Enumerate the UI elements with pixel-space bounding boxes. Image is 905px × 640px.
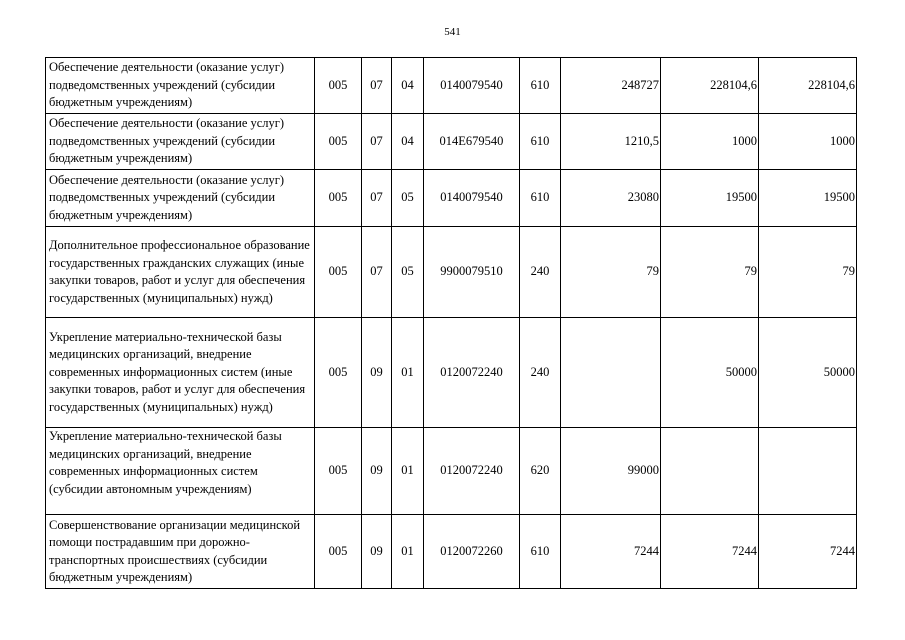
target-article-cell: 0120072240 — [424, 318, 520, 428]
expense-type-cell: 240 — [520, 318, 561, 428]
section-code-cell: 09 — [362, 428, 392, 515]
page-number: 541 — [444, 26, 461, 38]
subsection-code-cell: 05 — [392, 227, 424, 318]
ministry-code-cell: 005 — [315, 114, 362, 170]
subsection-code-cell: 01 — [392, 428, 424, 515]
expense-type-cell: 610 — [520, 170, 561, 227]
table-row — [46, 227, 857, 318]
table-row — [46, 114, 857, 170]
section-code-cell: 07 — [362, 170, 392, 227]
ministry-code-cell: 005 — [315, 170, 362, 227]
subsection-code-cell: 04 — [392, 114, 424, 170]
amount-2-cell: 7244 — [661, 515, 759, 589]
budget-table — [45, 57, 857, 589]
description-cell: Обеспечение деятельности (оказание услуг) подведомственных учреждений (субсидии бюджетным учреждениям) — [46, 170, 315, 227]
target-article-cell: 9900079510 — [424, 227, 520, 318]
amount-1-cell: 7244 — [561, 515, 661, 589]
expense-type-cell: 610 — [520, 114, 561, 170]
amount-3-cell: 228104,6 — [759, 58, 857, 114]
amount-2-cell: 19500 — [661, 170, 759, 227]
expense-type-cell: 610 — [520, 515, 561, 589]
target-article-cell: 0120072260 — [424, 515, 520, 589]
amount-1-cell: 1210,5 — [561, 114, 661, 170]
description-cell: Дополнительное профессиональное образование государственных гражданских служащих (иные закупки товаров, работ и услуг для обеспечения государственных (муниципальных) нужд) — [46, 227, 315, 318]
description-cell: Обеспечение деятельности (оказание услуг) подведомственных учреждений (субсидии бюджетным учреждениям) — [46, 58, 315, 114]
target-article-cell: 0140079540 — [424, 58, 520, 114]
section-code-cell: 09 — [362, 318, 392, 428]
description-cell: Совершенствование организации медицинской помощи пострадавшим при дорожно-транспортных происшествиях (субсидии бюджетным учреждениям) — [46, 515, 315, 589]
amount-3-cell: 1000 — [759, 114, 857, 170]
section-code-cell: 07 — [362, 227, 392, 318]
subsection-code-cell: 05 — [392, 170, 424, 227]
section-code-cell: 07 — [362, 58, 392, 114]
amount-2-cell: 228104,6 — [661, 58, 759, 114]
expense-type-cell: 610 — [520, 58, 561, 114]
subsection-code-cell: 01 — [392, 318, 424, 428]
target-article-cell: 014E679540 — [424, 114, 520, 170]
amount-3-cell: 50000 — [759, 318, 857, 428]
amount-1-cell — [561, 318, 661, 428]
expense-type-cell: 240 — [520, 227, 561, 318]
amount-3-cell: 79 — [759, 227, 857, 318]
amount-2-cell: 79 — [661, 227, 759, 318]
description-cell: Укрепление материально-технической базы медицинских организаций, внедрение современных информационных систем (субсидии автономным учреждениям) — [46, 428, 315, 515]
expense-type-cell: 620 — [520, 428, 561, 515]
target-article-cell: 0120072240 — [424, 428, 520, 515]
amount-2-cell — [661, 428, 759, 515]
amount-1-cell: 99000 — [561, 428, 661, 515]
amount-2-cell: 1000 — [661, 114, 759, 170]
amount-3-cell: 7244 — [759, 515, 857, 589]
subsection-code-cell: 01 — [392, 515, 424, 589]
table-row — [46, 318, 857, 428]
table-row — [46, 170, 857, 227]
subsection-code-cell: 04 — [392, 58, 424, 114]
table-row — [46, 58, 857, 114]
amount-1-cell: 23080 — [561, 170, 661, 227]
description-cell: Укрепление материально-технической базы медицинских организаций, внедрение современных информационных систем (иные закупки товаров, работ и услуг для обеспечения государственных (муниципальных) нужд) — [46, 318, 315, 428]
amount-3-cell: 19500 — [759, 170, 857, 227]
table-row — [46, 428, 857, 515]
ministry-code-cell: 005 — [315, 428, 362, 515]
ministry-code-cell: 005 — [315, 227, 362, 318]
amount-2-cell: 50000 — [661, 318, 759, 428]
section-code-cell: 07 — [362, 114, 392, 170]
ministry-code-cell: 005 — [315, 58, 362, 114]
target-article-cell: 0140079540 — [424, 170, 520, 227]
description-cell: Обеспечение деятельности (оказание услуг) подведомственных учреждений (субсидии бюджетным учреждениям) — [46, 114, 315, 170]
amount-1-cell: 79 — [561, 227, 661, 318]
ministry-code-cell: 005 — [315, 515, 362, 589]
amount-1-cell: 248727 — [561, 58, 661, 114]
ministry-code-cell: 005 — [315, 318, 362, 428]
section-code-cell: 09 — [362, 515, 392, 589]
table-row — [46, 515, 857, 589]
amount-3-cell — [759, 428, 857, 515]
